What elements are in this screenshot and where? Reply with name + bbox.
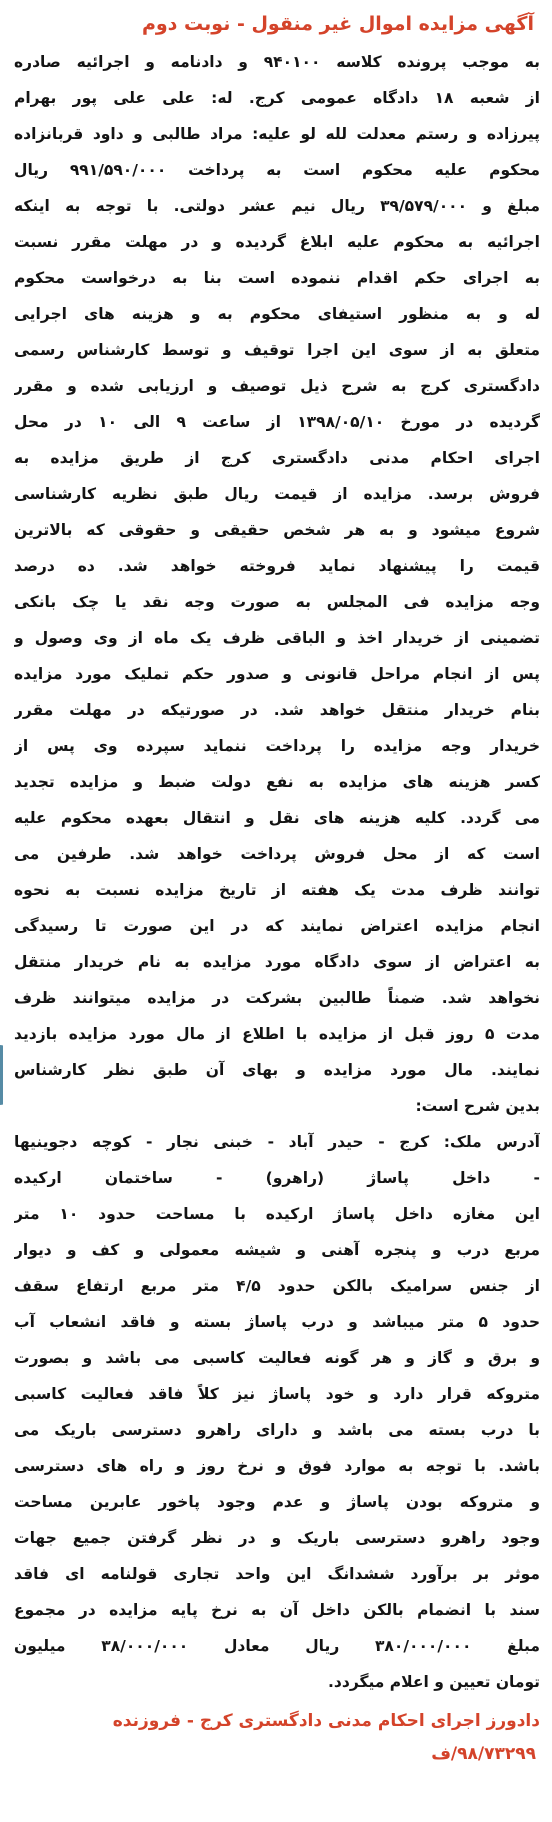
notice-line: مبلغ ۳۸۰/۰۰۰/۰۰۰ ریال معادل ۳۸/۰۰۰/۰۰۰ میلیون [14, 1637, 540, 1655]
notice-line: وجود راهرو دسترسی باریک و در نظر گرفتن جمیع جهات [14, 1529, 540, 1547]
notice-line: مربع درب و پنجره آهنی و شیشه معمولی و کف و دیوار [14, 1241, 540, 1259]
notice-line: مدت ۵ روز قبل از مزایده با اطلاع از مال مورد مزایده بازدید [14, 1025, 540, 1043]
notice-line: بدین شرح است: [415, 1097, 540, 1115]
notice-line: تومان تعیین و اعلام میگردد. [328, 1673, 540, 1691]
notice-line: بنام خریدار منتقل خواهد شد. در صورتیکه در مهلت مقرر [14, 701, 540, 719]
notice-body [14, 44, 540, 1700]
notice-line: - داخل پاساژ (راهرو) - ساختمان ارکیده [14, 1169, 540, 1187]
notice-line: دادگستری کرج به شرح ذیل توصیف و ارزیابی شده و مقرر [14, 377, 540, 395]
notice-line: نمایند. مال مورد مزایده و بهای آن طبق نظر کارشناس [14, 1061, 540, 1079]
notice-line: توانند ظرف مدت یک هفته از تاریخ مزایده نسبت به نحوه [14, 881, 540, 899]
notice-line: له و به منظور استیفای محکوم به و هزینه های اجرایی [14, 305, 540, 323]
notice-line: این مغازه داخل پاساژ ارکیده با مساحت حدود ۱۰ متر [14, 1205, 540, 1223]
notice-line: به موجب پرونده کلاسه ۹۴۰۱۰۰ و دادنامه و اجرائیه صادره [14, 53, 540, 71]
notice-line: متروکه قرار دارد و خود پاساژ نیز کلاً فاقد فعالیت کاسبی [14, 1385, 540, 1403]
notice-line: محکوم علیه محکوم است به پرداخت ۹۹۱/۵۹۰/۰۰۰ ریال [14, 161, 540, 179]
notice-line: وجه مزایده فی المجلس به صورت وجه نقد یا چک بانکی [14, 593, 540, 611]
notice-line: خریدار وجه مزایده را پرداخت ننماید سپرده وی پس از [14, 737, 540, 755]
notice-line: پیرزاده و رستم معدلت لله لو علیه: مراد طالبی و داود قربانزاده [14, 125, 540, 143]
notice-line: شروع میشود و به هر شخص حقیقی و حقوقی که بالاترین [14, 521, 540, 539]
notice-line: موثر بر برآورد ششدانگ این واحد تجاری قولنامه ای فاقد [14, 1565, 540, 1583]
notice-line: است که از محل فروش پرداخت خواهد شد. طرفین می [14, 845, 540, 863]
notice-line: پس از انجام مراحل قانونی و صدور حکم تملیک مورد مزایده [14, 665, 540, 683]
notice-line: از جنس سرامیک بالکن حدود ۴/۵ متر مربع ارتفاع سقف [14, 1277, 540, 1295]
notice-line: نخواهد شد. ضمناً طالبین بشرکت در مزایده میتوانند ظرف [14, 989, 540, 1007]
notice-line: فروش برسد. مزایده از قیمت ریال طبق نظریه کارشناسی [14, 485, 540, 503]
notice-line: متعلق به از سوی این اجرا توقیف و توسط کارشناس رسمی [14, 341, 540, 359]
notice-line: با درب بسته می باشد و دارای راهرو دسترسی باریک می [14, 1421, 540, 1439]
notice-line: اجرای احکام مدنی دادگستری کرج از طریق مزایده به [14, 449, 540, 467]
notice-line: مبلغ و ۳۹/۵۷۹/۰۰۰ ریال نیم عشر دولتی. با توجه به اینکه [14, 197, 540, 215]
notice-line: گردیده در مورخ ۱۳۹۸/۰۵/۱۰ از ساعت ۹ الی ۱۰ در محل [14, 413, 540, 431]
notice-line: حدود ۵ متر میباشد و درب پاساژ بسته و فاقد انشعاب آب [14, 1313, 540, 1331]
notice-line: تضمینی از خریدار اخذ و الباقی ظرف یک ماه از وی وصول و [14, 629, 540, 647]
notice-line: قیمت را پیشنهاد نماید فروخته خواهد شد. ده درصد [14, 557, 540, 575]
notice-code: ۹۸/۷۳۲۹۹/ف [431, 1744, 536, 1764]
notice-line: باشد. با توجه به موارد فوق و نرخ روز و راه های دسترسی [14, 1457, 540, 1475]
notice-title: آگهی مزایده اموال غیر منقول - نوبت دوم [141, 13, 534, 35]
auction-notice [14, 8, 540, 1814]
notice-line: آدرس ملک: کرج - حیدر آباد - خبنی نجار - کوچه دجوینیها [14, 1133, 540, 1151]
notice-line: به اجرای حکم اقدام ننموده است بنا به درخواست محکوم [14, 269, 540, 287]
notice-line: انجام مزایده اعتراض نمایند که در این صورت تا رسیدگی [14, 917, 540, 935]
notice-line: می گردد. کلیه هزینه های نقل و انتقال بعهده محکوم علیه [14, 809, 540, 827]
notice-line: و متروکه بودن پاساژ و عدم وجود پاخور عابرین مساحت [14, 1493, 540, 1511]
notice-line: سند با انضمام بالکن داخل آن به نرخ پایه مزایده در مجموع [14, 1601, 540, 1619]
notice-line: اجرائیه به محکوم علیه ابلاغ گردیده و در مهلت مقرر نسبت [14, 233, 540, 251]
notice-line: و برق و گاز و هر گونه فعالیت کاسبی می باشد و بصورت [14, 1349, 540, 1367]
notice-line: به اعتراض از سوی دادگاه مورد مزایده به نام خریدار منتقل [14, 953, 540, 971]
notice-line: کسر هزینه های مزایده به نفع دولت ضبط و مزایده تجدید [14, 773, 540, 791]
page-edge-mark [0, 1045, 11, 1105]
notice-line: از شعبه ۱۸ دادگاه عمومی کرج. له: علی علی پور بهرام [14, 89, 540, 107]
notice-signature: دادورز اجرای احکام مدنی دادگستری کرج - فروزنده [112, 1711, 540, 1731]
